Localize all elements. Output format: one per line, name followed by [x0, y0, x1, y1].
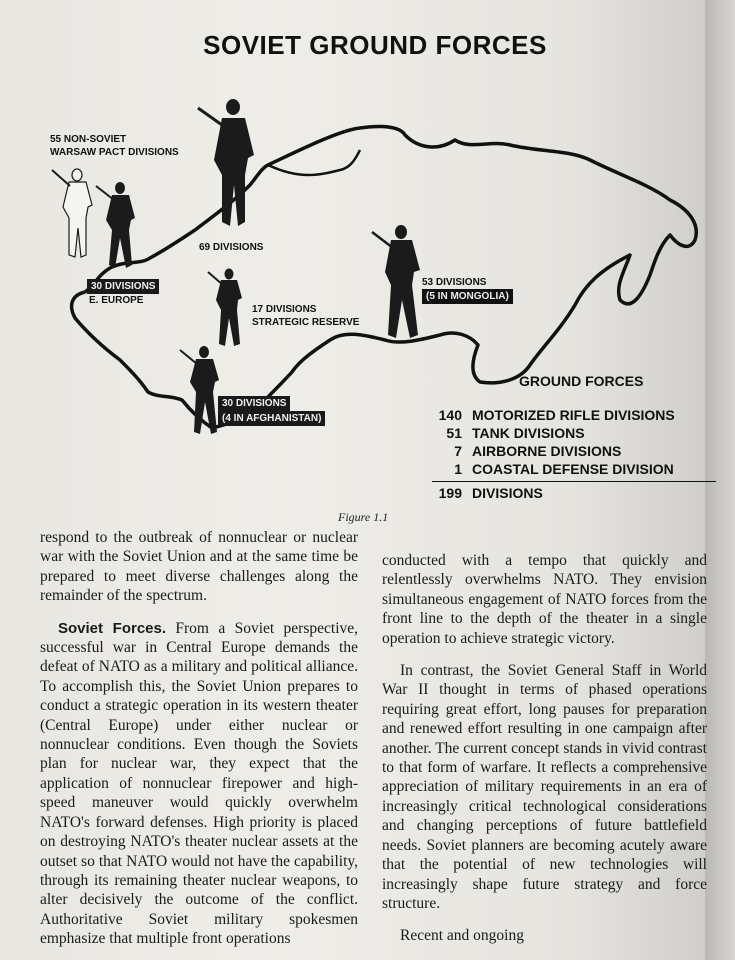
label-53-divisions: 53 DIVISIONS (5 IN MONGOLIA) [422, 276, 513, 304]
gf-row: 140 MOTORIZED RIFLE DIVISIONS [438, 407, 675, 423]
label-30-divisions-afghanistan: 30 DIVISIONS (4 IN AFGHANISTAN) [218, 396, 325, 426]
paragraph: conducted with a tempo that quickly and relentlessly overwhelms NATO. They envision simultaneous engagement of NATO forces from the front line to the depth of the theater in a single operation to achieve strategic victory. [382, 552, 707, 647]
soldier-figure-30-afghanistan [180, 346, 219, 434]
soldier-figure-30-eeurope [96, 182, 135, 268]
paragraph: Recent and ongoing [400, 927, 524, 945]
ussr-inner-coast [268, 150, 360, 175]
paragraph: Soviet Forces. From a Soviet perspective, successful war in Central Europe demands the defeat of NATO as a military and political alliance. To accomplish this, the Soviet Union prepares to conduct a strategic operation in its western theater (Central Europe) under either nuclear or nonnuclear conditions. Even though the Soviets plan for nuclear war, they expect that the application of nonnuclear firepower and high-speed maneuver would quickly overwhelm NATO's forward defenses. High priority is placed on destroying NATO's theater nuclear assets at the outset so that NATO would not have the capability, through its remaining theater nuclear weapons, to alter decisively the outcome of the conflict. Authoritative Soviet military spokesmen emphasize that multiple front operations [40, 619, 358, 948]
page-title: SOVIET GROUND FORCES [203, 30, 547, 60]
gf-row: 7 AIRBORNE DIVISIONS [454, 443, 622, 459]
label-69-divisions: 69 DIVISIONS [199, 242, 264, 253]
gf-row: 51 TANK DIVISIONS [446, 425, 585, 441]
paragraph: In contrast, the Soviet General Staff in World War II thought in terms of phased operations requiring great effort, long pauses for preparation and renewed effort resulting in one campaign after another. The current concept stands in vivid contrast to that form of warfare. It reflects a comprehensive appreciation of military requirements in an era of increasingly critical technological considerations and changing perceptions of future battlefield needs. Soviet planners are becoming acutely aware that the potential of new technologies will increasingly shape future strategy and force structure. [382, 662, 707, 912]
soldier-figure-53 [372, 225, 420, 338]
figure-caption: Figure 1.1 [338, 510, 389, 524]
right-column [382, 551, 707, 946]
label-30-divisions-eeurope: 30 DIVISIONS E. EUROPE [87, 279, 159, 307]
ground-forces-heading: GROUND FORCES [519, 373, 644, 389]
ground-forces-table [432, 406, 716, 502]
left-column [40, 528, 358, 949]
soldier-figure-nonsoviet-white [52, 169, 92, 257]
label-17-divisions: 17 DIVISIONS STRATEGIC RESERVE [252, 304, 360, 328]
soldier-figure-17 [208, 269, 242, 347]
soldier-figure-69 [198, 99, 254, 226]
gf-row: 1 COASTAL DEFENSE DIVISION [454, 461, 674, 477]
label-nonsoviet-warsaw-pact: 55 NON-SOVIET WARSAW PACT DIVISIONS [50, 134, 179, 158]
gf-total-row: 199 DIVISIONS [432, 481, 716, 502]
paragraph: respond to the outbreak of nonnuclear or nuclear war with the Soviet Union and at the same time be prepared to meet diverse challenges along the remainder of the spectrum. [40, 529, 358, 605]
